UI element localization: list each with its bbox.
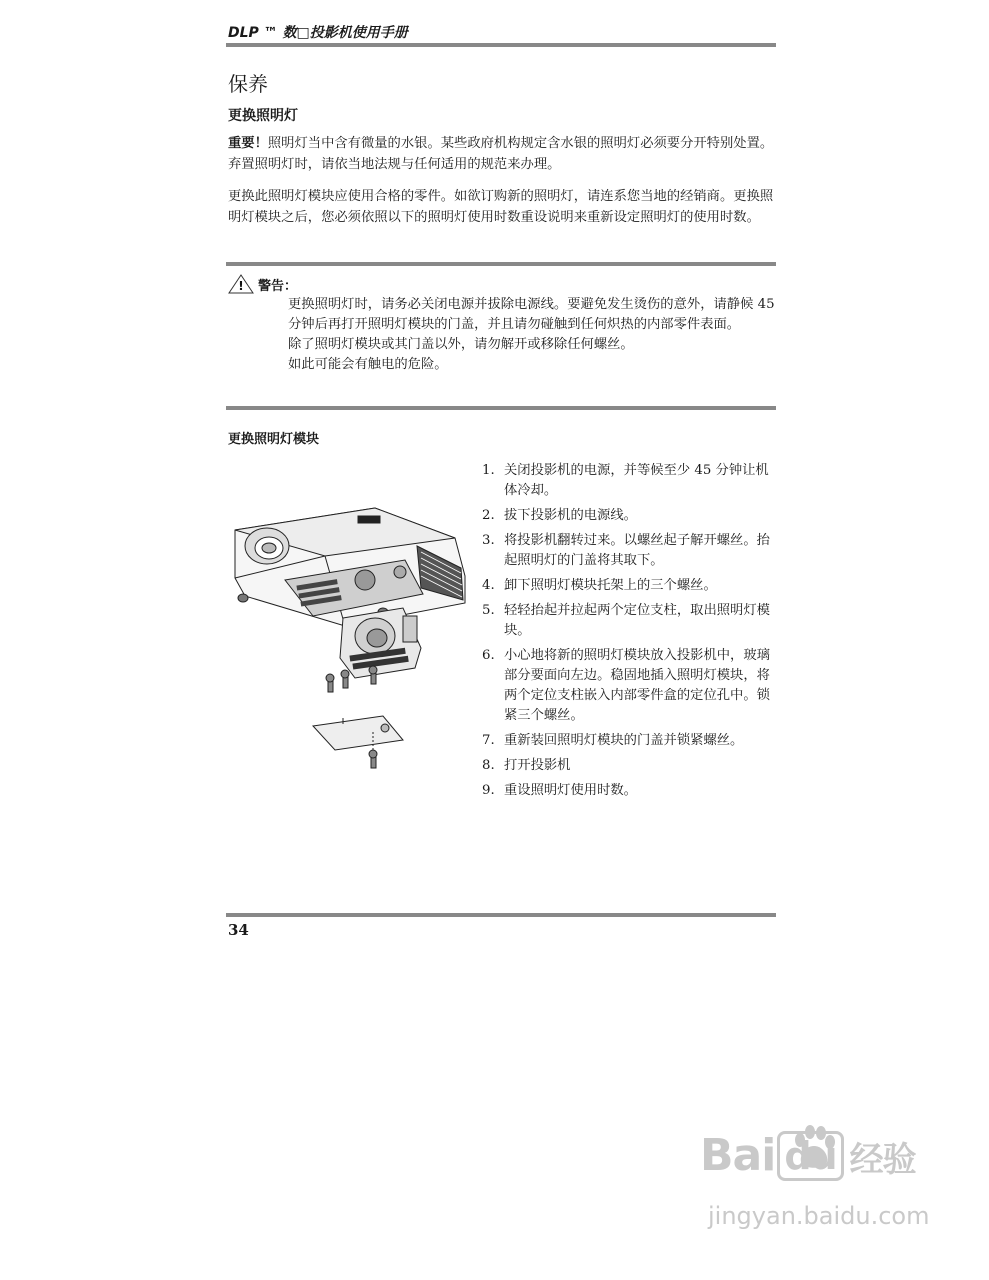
warning-line: 除了照明灯模块或其门盖以外，请勿解开或移除任何螺丝。 [288, 337, 634, 352]
watermark-du: du [777, 1131, 843, 1181]
step-text: 关闭投影机的电源，并等候至少 45 分钟让机体冷却。 [504, 463, 769, 498]
step-text: 轻轻抬起并拉起两个定位支柱，取出照明灯模块。 [504, 603, 770, 638]
header-rule [226, 43, 776, 47]
important-label: 重要！ [228, 136, 268, 151]
step-number: 7. [482, 733, 495, 748]
step-number: 3. [482, 533, 495, 548]
step-number: 8. [482, 758, 495, 773]
module-title: 更换照明灯模块 [228, 432, 320, 447]
watermark-cn: 经验 [849, 1140, 916, 1180]
list-item [482, 461, 776, 501]
list-item [482, 731, 776, 751]
step-number: 9. [482, 783, 495, 798]
warning-top-rule [226, 262, 776, 266]
warning-triangle-icon [228, 274, 254, 294]
replacement-steps [482, 461, 776, 806]
step-number: 4. [482, 578, 495, 593]
step-text: 将投影机翻转过来。以螺丝起子解开螺丝。抬起照明灯的门盖将其取下。 [504, 533, 770, 568]
step-number: 6. [482, 648, 495, 663]
step-text: 小心地将新的照明灯模块放入投影机中，玻璃部分要面向左边。稳固地插入照明灯模块，将两个定位支柱嵌入内部零件盒的定位孔中。锁紧三个螺丝。 [504, 648, 770, 723]
page-number: 34 [228, 921, 249, 939]
warning-line: 如此可能会有触电的危险。 [288, 357, 448, 372]
warning-body [288, 295, 776, 375]
step-text: 拔下投影机的电源线。 [504, 508, 637, 523]
step-number: 5. [482, 603, 495, 618]
warning-label: 警告： [258, 278, 298, 294]
footer-rule [226, 913, 776, 917]
warning-heading [228, 274, 297, 294]
projector-lamp-illustration [225, 498, 475, 778]
list-item [482, 646, 776, 726]
svg-text:!: ! [238, 279, 244, 293]
list-item [482, 756, 776, 776]
warning-bottom-rule [226, 406, 776, 410]
watermark-bai: Bai [700, 1130, 776, 1181]
step-text: 重新装回照明灯模块的门盖并锁紧螺丝。 [504, 733, 744, 748]
section-title: 保养 [228, 72, 268, 96]
watermark-url: jingyan.baidu.com [708, 1202, 930, 1230]
list-item [482, 506, 776, 526]
running-header: DLP ™ 数□投影机使用手册 [228, 25, 408, 41]
step-number: 2. [482, 508, 495, 523]
list-item [482, 576, 776, 596]
subsection-title: 更换照明灯 [228, 108, 298, 124]
replace-note-paragraph: 更换此照明灯模块应使用合格的零件。如欲订购新的照明灯，请连系您当地的经销商。更换照明灯模块之后，您必须依照以下的照明灯使用时数重设说明来重新设定照明灯的使用时数。 [228, 189, 774, 225]
baidu-watermark [700, 1130, 950, 1250]
step-number: 1. [482, 463, 495, 478]
step-text: 重设照明灯使用时数。 [504, 783, 637, 798]
warning-line: 更换照明灯时，请务必关闭电源并拔除电源线。要避免发生烫伤的意外，请静候 45 分钟后再打开照明灯模块的门盖，并且请勿碰触到任何炽热的内部零件表面。 [288, 297, 775, 332]
important-paragraph [228, 134, 776, 175]
step-text: 卸下照明灯模块托架上的三个螺丝。 [504, 578, 717, 593]
list-item [482, 781, 776, 801]
list-item [482, 601, 776, 641]
step-text: 打开投影机 [504, 758, 571, 773]
watermark-logo [700, 1130, 916, 1181]
list-item [482, 531, 776, 571]
important-text: 照明灯当中含有微量的水银。某些政府机构规定含水银的照明灯必须要分开特别处置。弃置照明灯时，请依当地法规与任何适用的规范来办理。 [228, 136, 774, 172]
